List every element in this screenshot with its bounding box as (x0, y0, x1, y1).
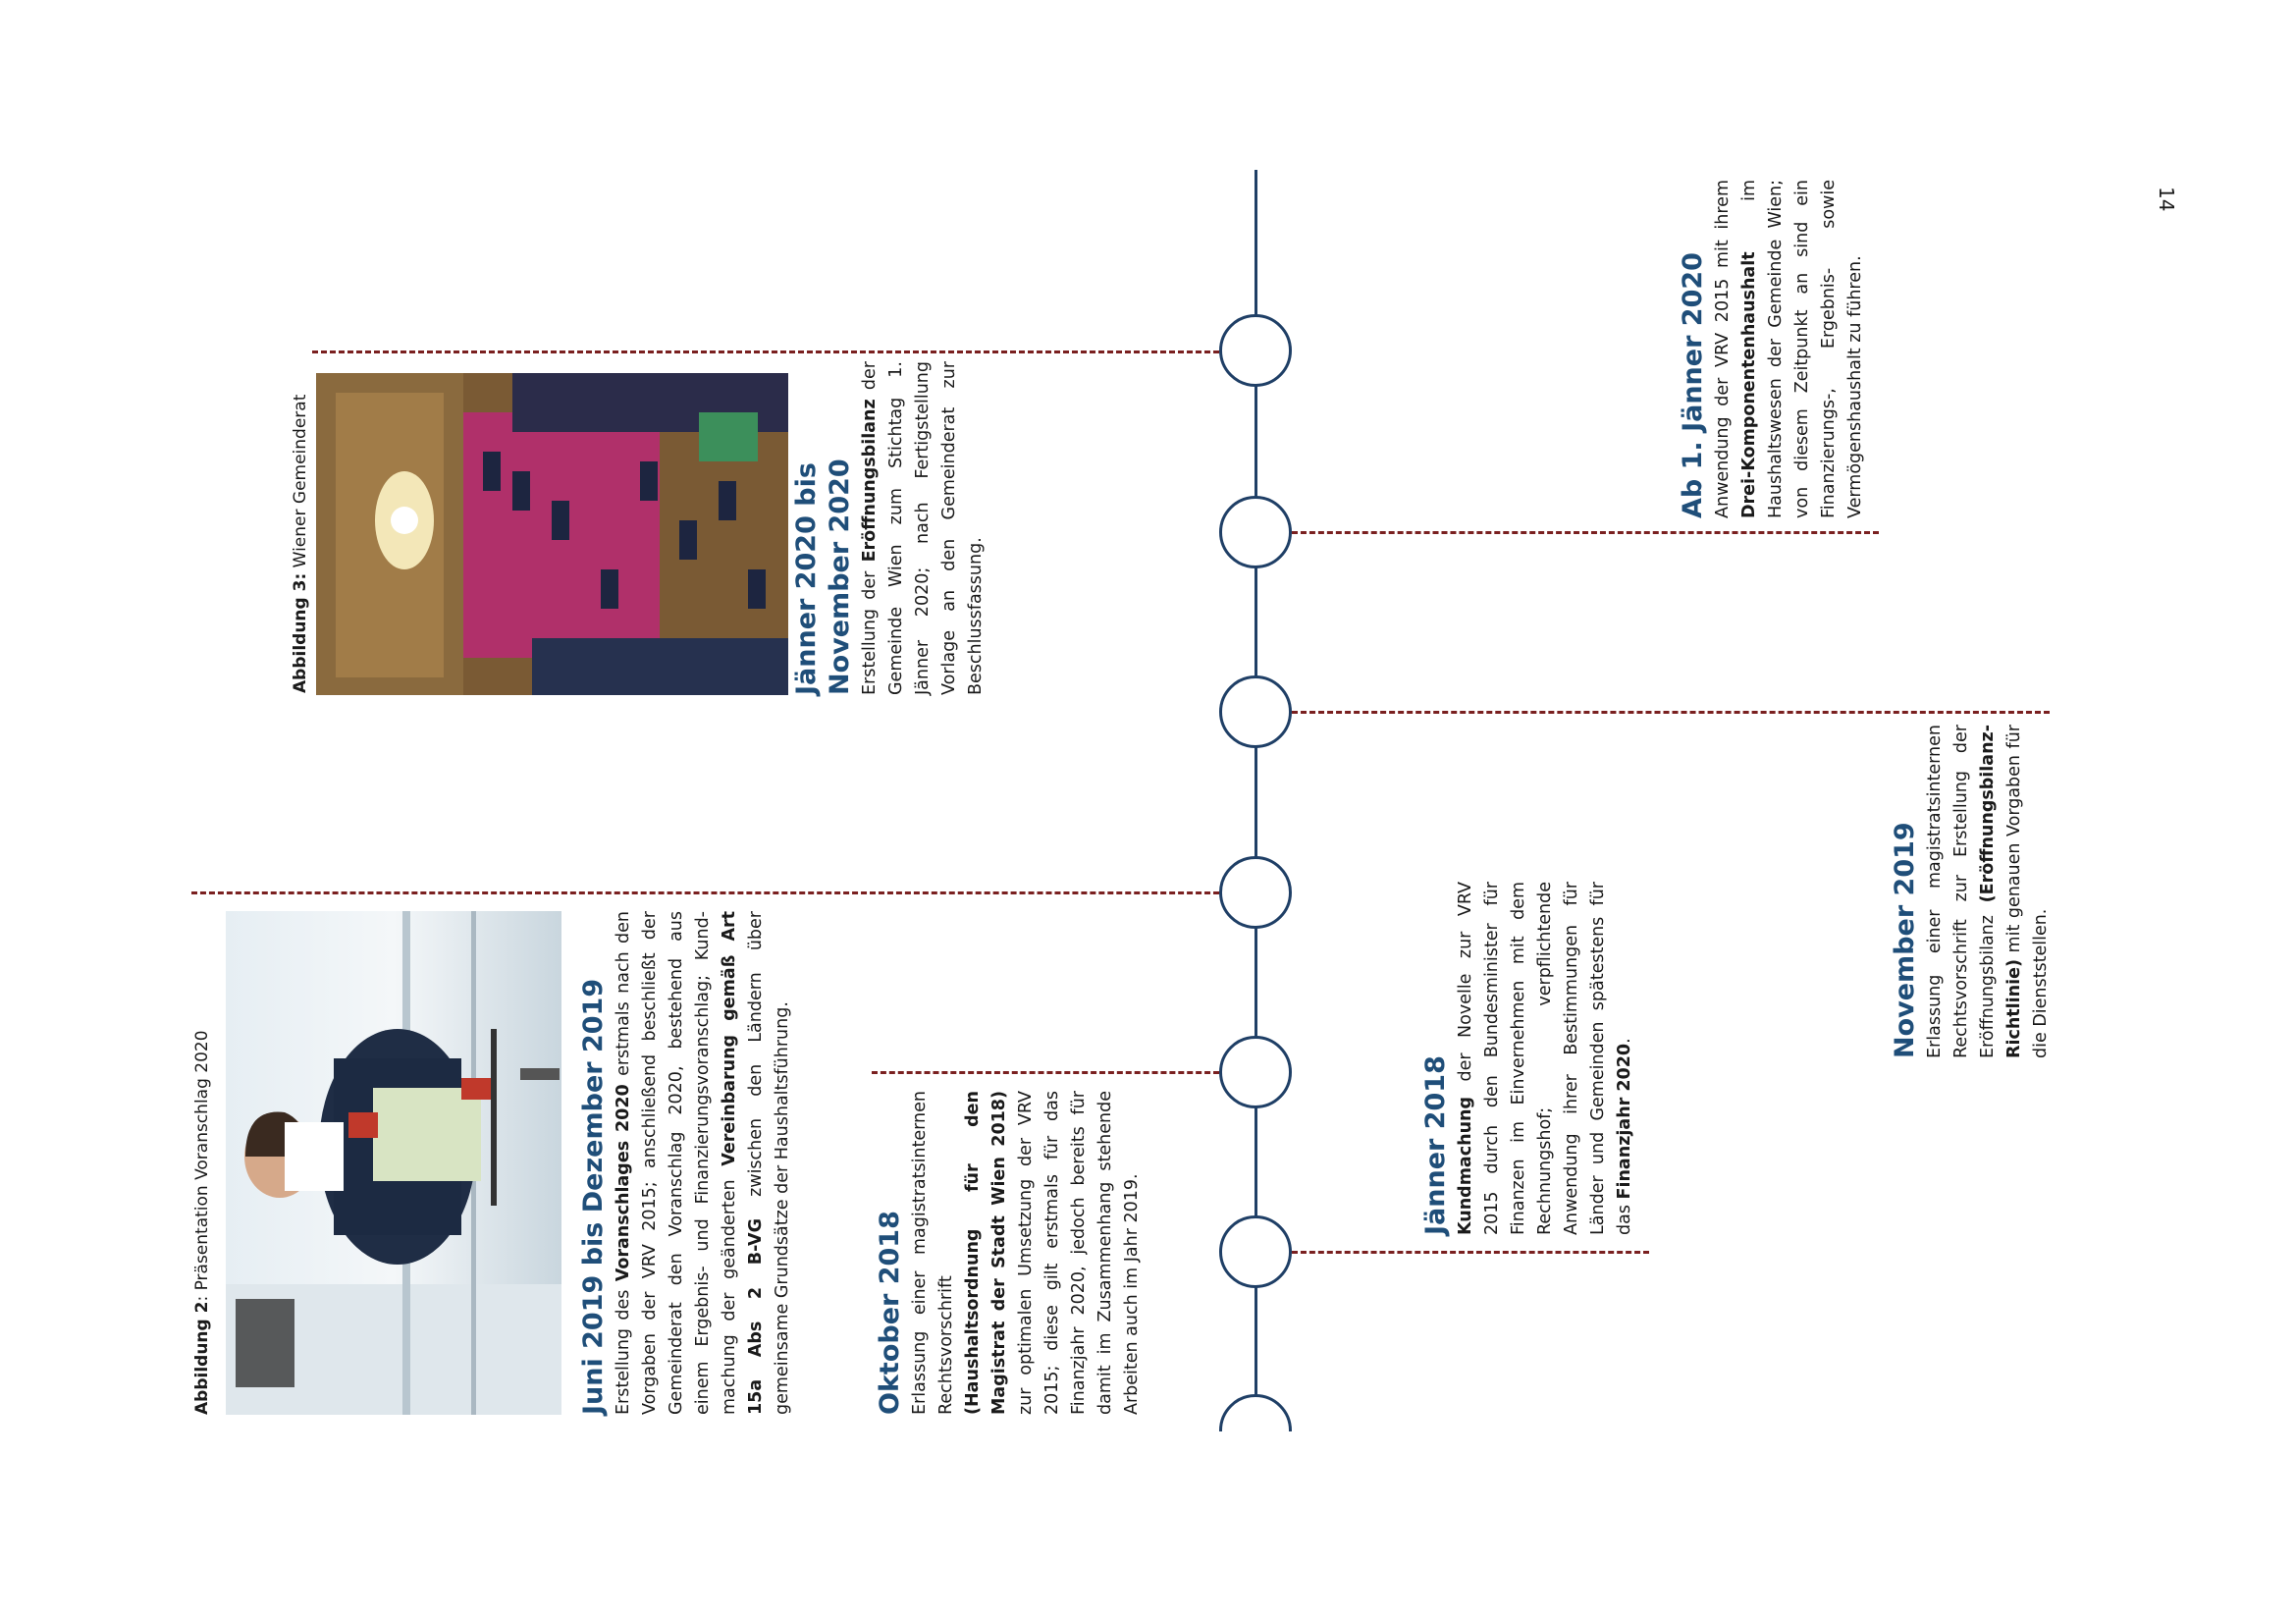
entry-text: Erlassung einer magistratsinternen Rechtsvorschrift (Haushaltsordnung für den Magistrat der Stadt Wien 2018) zur optimalen Umsetzung der VRV 2015; diese gilt erstmals für das Finanzjahr 2020, jedoch bereits für damit im Zusammenhang stehende Arbeiten auch im Jahr 2019. (910, 1091, 1142, 1415)
entry-title: Jänner 2018 (1420, 1055, 1451, 1235)
entry-jaenner-2020 (790, 361, 989, 695)
entry-text: Erlassung einer magistratsinternen Rechtsvorschrift zur Erstellung der Eröffnungsbilanz (Eröffnungsbilanz-Richtlinie) mit genauen Vorgaben für die Dienststellen. (1925, 725, 2051, 1058)
timeline-node (1219, 675, 1292, 748)
caption-text: Wiener Gemeinderat (291, 394, 310, 573)
entry-title-line1: Jänner 2020 bis (791, 462, 822, 695)
entry-title: Oktober 2018 (875, 1211, 905, 1415)
entry-oktober-2018 (874, 1091, 1146, 1415)
timeline-node (1219, 314, 1292, 387)
spine-cutoff (1207, 1431, 1306, 1490)
entry-juni-2019 (577, 911, 796, 1415)
figure3-caption (291, 369, 310, 693)
entry-jaenner-2018 (1419, 882, 1638, 1235)
timeline-node (1219, 1036, 1292, 1108)
entry-ab-2020 (1677, 180, 1869, 518)
entry-text: Erstellung des Voranschlages 2020 erstmals nach den Vorgaben der VRV 2015; anschließend beschließt der Gemeinderat den Voranschlag 2020, bestehend aus einem Ergebnis- und Finanzierungsvoranschlag; Kund-machung der geänderten Vereinbarung gemäß Art 15a Abs 2 B-VG zwischen den Ländern über gemeinsame Grundsätze der Haushaltsführung. (614, 910, 792, 1415)
page-number: 14 (2155, 187, 2178, 212)
entry-title: November 2019 (1890, 822, 1920, 1058)
entry-title: Juni 2019 bis Dezember 2019 (578, 978, 609, 1415)
caption-label: Abbildung 2 (192, 1301, 212, 1415)
caption-text: : Präsentation Voranschlag 2020 (192, 1030, 212, 1302)
entry-text: Kundmachung der Novelle zur VRV 2015 durch den Bundesminister für Finanzen im Einvernehmen mit dem Rechnungshof; verpflichtende Anwendung ihrer Bestimmungen für Länder und Gemeinden spätestens für das Finanzjahr 2020. (1456, 882, 1634, 1235)
entry-title-line2: November 2020 (825, 458, 855, 695)
entry-text: Erstellung der Eröffnungsbilanz der Gemeinde Wien zum Stichtag 1. Jänner 2020; nach Fertigstellung Vorlage an den Gemeinderat zur Beschlussfassung. (860, 361, 986, 695)
connector-ab2020 (1292, 531, 1879, 534)
presentation-photo (226, 911, 561, 1415)
entry-november-2019 (1889, 725, 2055, 1058)
connector-oktober2018 (872, 1071, 1219, 1074)
gemeinderat-photo (316, 373, 788, 695)
figure-wiener-gemeinderat (316, 373, 788, 695)
connector-jaenner2020 (312, 351, 1219, 353)
timeline-node (1219, 496, 1292, 568)
figure-praesentation-voranschlag (226, 911, 561, 1415)
figure2-caption (192, 904, 212, 1415)
entry-text: Anwendung der VRV 2015 mit ihrem Drei-Komponentenhaushalt im Haushaltswesen der Gemeinde Wien; von diesem Zeitpunkt an sind ein Finanzierungs-, Ergebnis- sowie Vermögenshaushalt zu führen. (1713, 180, 1865, 518)
connector-jaenner2018 (1292, 1251, 1649, 1254)
connector-november2019 (1292, 711, 2050, 714)
timeline-node (1219, 1215, 1292, 1288)
entry-title: Ab 1. Jänner 2020 (1678, 252, 1708, 518)
caption-label: Abbildung 3: (291, 572, 310, 693)
connector-juni2019 (191, 891, 1219, 894)
timeline-node (1219, 856, 1292, 929)
